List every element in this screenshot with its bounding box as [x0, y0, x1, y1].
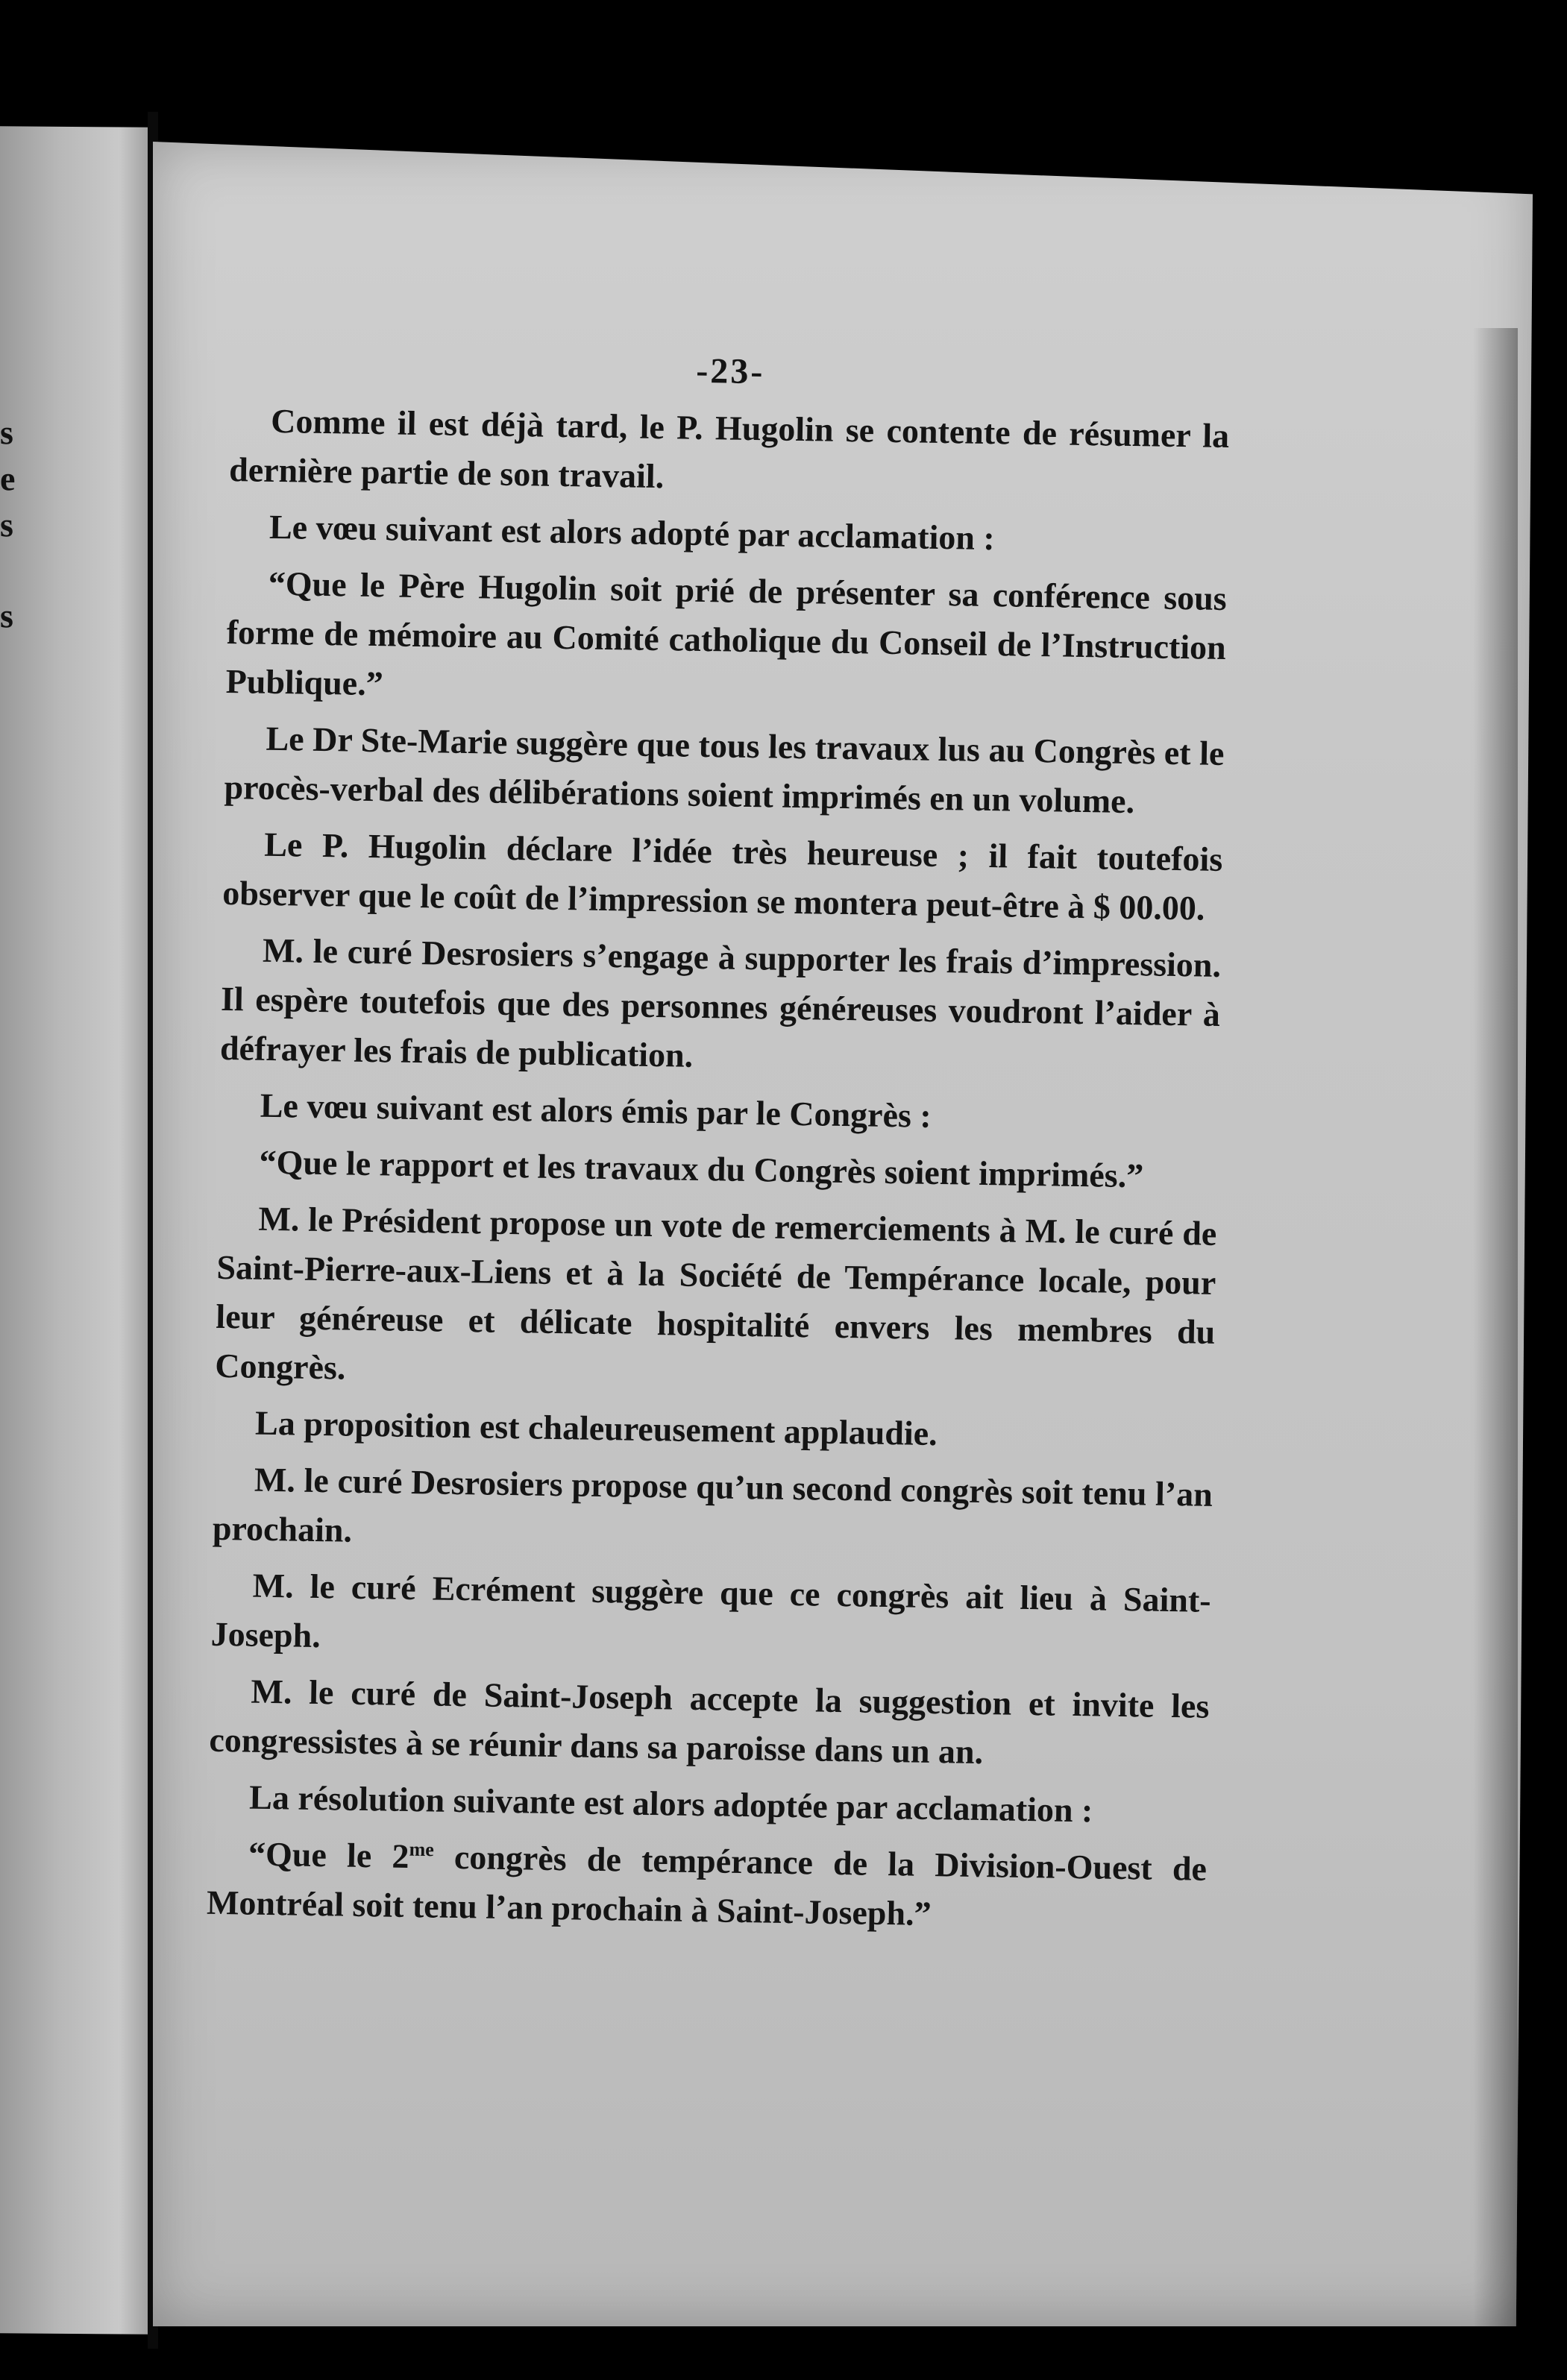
margin-letter: s — [0, 596, 13, 635]
paragraph: Le Dr Ste-Marie suggère que tous les travaux lus au Congrès et le procès-verbal des délibérations soient imprimés en un volume. — [224, 719, 1225, 821]
margin-letter: s — [0, 506, 13, 544]
margin-letter: e — [0, 459, 16, 498]
paragraph: Comme il est déjà tard, le P. Hugolin se contente de résumer la dernière partie de son travail. — [228, 401, 1230, 496]
page-edge-shadow — [1473, 328, 1518, 2380]
paragraph: M. le curé de Saint-Joseph accepte la suggestion et invite les congressistes à se réunir dans sa paroisse dans un an. — [209, 1672, 1210, 1772]
page-text-block — [206, 339, 1230, 1951]
paragraph: M. le Président propose un vote de remerciements à M. le curé de Saint-Pierre-aux-Liens et à la Société de Tempérance locale, pour leur généreuse et délicate hospitalité envers les membres du Congrès. — [214, 1199, 1217, 1387]
paragraph: “Que le rapport et les travaux du Congrès soient imprimés.” — [259, 1142, 1144, 1195]
paragraph: Le vœu suivant est alors émis par le Congrès : — [260, 1086, 932, 1135]
quote-part: congrès de tempérance de la Division-Ouest de Montréal soit tenu l’an prochain à Saint-Joseph.” — [206, 1837, 1208, 1933]
left-page-edge — [0, 126, 149, 2334]
paragraph: “Que le Père Hugolin soit prié de présenter sa conférence sous forme de mémoire au Comité catholique du Conseil de l’Instruction Publique.” — [225, 564, 1228, 703]
paragraph: La résolution suivante est alors adoptée par acclamation : — [248, 1778, 1093, 1830]
paragraph: M. le curé Desrosiers propose qu’un second congrès soit tenu l’an prochain. — [212, 1460, 1213, 1549]
page-number: -23- — [696, 350, 765, 392]
quote-part: “Que le 2 — [248, 1834, 409, 1875]
ordinal-superscript: me — [409, 1838, 435, 1861]
paragraph: M. le curé Desrosiers s’engage à supporter les frais d’impression. Il espère toutefois que des personnes généreuses voudront l’aider à défrayer les frais de publication. — [219, 931, 1222, 1074]
margin-letter: s — [0, 413, 13, 452]
left-page-margin-letters — [0, 409, 15, 639]
final-resolution-quote — [207, 1829, 1208, 1943]
paragraph: Le P. Hugolin déclare l’idée très heureuse ; il fait toutefois observer que le coût de l’impression se montera peut-être à $ 00.00. — [222, 825, 1223, 928]
paragraph: Le vœu suivant est alors adopté par acclamation : — [269, 507, 996, 558]
paragraph: M. le curé Ecrément suggère que ce congrès ait lieu à Saint-Joseph. — [210, 1566, 1211, 1655]
paragraph: La proposition est chaleureusement applaudie. — [254, 1403, 938, 1453]
